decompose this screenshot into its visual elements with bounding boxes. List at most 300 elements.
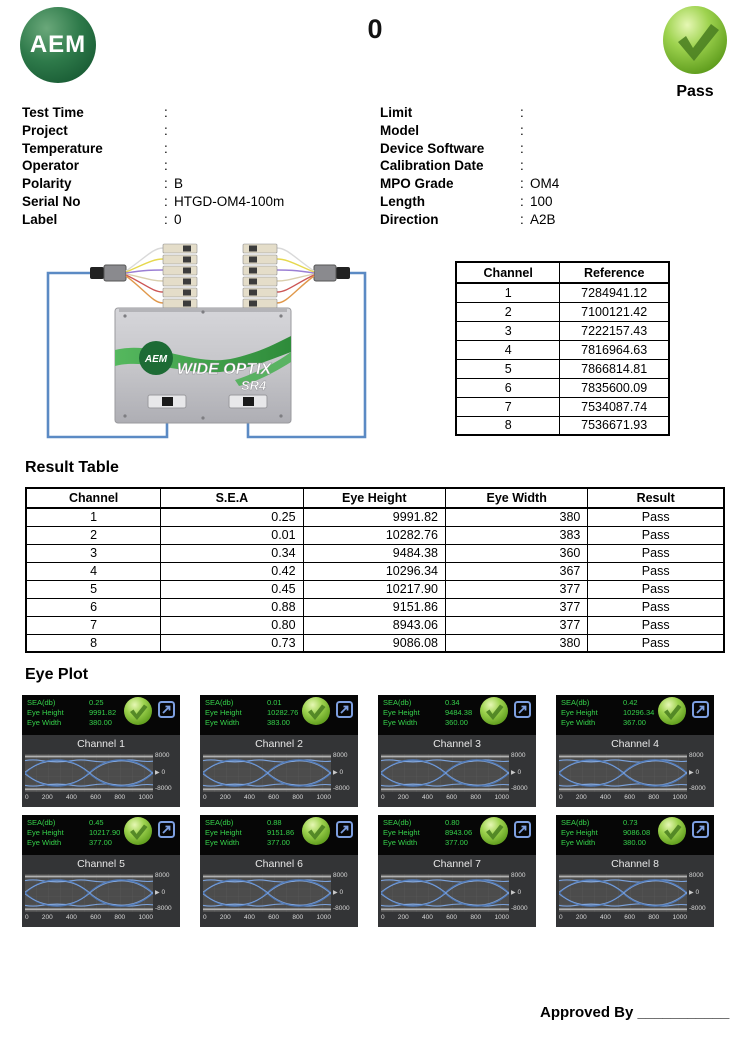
info-colon: : (520, 105, 524, 120)
pass-check-icon (123, 696, 153, 726)
x-axis-ticks (381, 794, 509, 801)
ytick-top: 8000 (689, 752, 704, 759)
result-eye-height-cell: 10217.90 (303, 580, 445, 598)
info-value: OM4 (530, 176, 560, 192)
info-label: Device Software (380, 140, 485, 156)
result-sea-cell: 0.01 (161, 526, 303, 544)
fiber-fanout-right (277, 248, 314, 303)
ref-value-cell: 7866814.81 (560, 359, 669, 378)
x-axis-ticks (25, 914, 153, 921)
eye-width-value: 377.00 (89, 838, 112, 847)
result-row (26, 526, 724, 544)
xtick: 600 (268, 914, 280, 921)
xtick: 0 (559, 794, 563, 801)
pass-check-icon (661, 4, 729, 76)
result-col-channel: Channel (26, 488, 161, 508)
result-row (26, 562, 724, 580)
xtick: 0 (25, 914, 29, 921)
reference-row (456, 302, 669, 321)
eye-plot-panel (200, 695, 358, 807)
eye-width-value: 380.00 (623, 838, 646, 847)
eye-plot-body (378, 855, 536, 927)
ref-value-cell: 7816964.63 (560, 340, 669, 359)
eye-plot-header (378, 695, 536, 735)
result-sea-cell: 0.45 (161, 580, 303, 598)
result-eye-width-cell: 367 (445, 562, 587, 580)
info-colon: : (164, 105, 168, 120)
result-sea-cell: 0.25 (161, 508, 303, 526)
eye-width-value: 377.00 (267, 838, 290, 847)
result-eye-height-cell: 9484.38 (303, 544, 445, 562)
eye-height-label: Eye Height (27, 828, 64, 837)
result-eye-width-cell: 377 (445, 580, 587, 598)
ytick-top: 8000 (333, 872, 348, 879)
info-left-column (22, 105, 372, 230)
sea-label: SEA(db) (561, 818, 590, 827)
xtick: 400 (66, 794, 77, 801)
ytick-top: 8000 (155, 872, 170, 879)
info-colon: : (164, 211, 168, 227)
eye-plot-body (200, 855, 358, 927)
info-colon: : (520, 211, 524, 227)
reference-row (456, 283, 669, 302)
xtick: 200 (397, 914, 409, 921)
xtick: 400 (66, 914, 77, 921)
eye-diagram (203, 754, 331, 792)
eye-width-label: Eye Width (205, 838, 240, 847)
reference-row (456, 321, 669, 340)
eye-plot-header (556, 815, 714, 855)
eye-height-value: 9484.38 (445, 708, 473, 717)
marker-arrow-icon: ▶ (511, 890, 516, 896)
eye-width-label: Eye Width (561, 838, 596, 847)
info-label: Calibration Date (380, 158, 484, 174)
eye-height-label: Eye Height (27, 708, 64, 717)
eye-diagram (25, 874, 153, 912)
aem-logo-text: AEM (29, 31, 87, 58)
info-row (22, 105, 372, 123)
sea-value: 0.80 (445, 818, 460, 827)
xtick: 600 (268, 794, 280, 801)
info-label: Label (22, 211, 58, 227)
xtick: 400 (244, 794, 255, 801)
result-row (26, 508, 724, 526)
info-value: HTGD-OM4-100m (174, 193, 285, 209)
info-row (22, 194, 372, 212)
result-eye-height-cell: 9151.86 (303, 598, 445, 616)
eye-diagram (559, 874, 687, 912)
result-eye-width-cell: 380 (445, 508, 587, 526)
xtick: 0 (203, 794, 207, 801)
ytick-top: 8000 (511, 872, 526, 879)
ref-value-cell: 7284941.12 (560, 283, 669, 302)
eye-width-value: 383.00 (267, 718, 290, 727)
info-colon: : (520, 158, 524, 174)
ref-channel-cell: 6 (456, 378, 560, 397)
signature-line: ___________ (637, 1004, 730, 1021)
result-eye-width-cell: 383 (445, 526, 587, 544)
info-row (380, 123, 730, 141)
sea-value: 0.45 (89, 818, 104, 827)
device-model-text: SR4 (241, 378, 267, 393)
info-colon: : (164, 122, 168, 138)
info-label: Serial No (22, 193, 81, 209)
eye-height-value: 10296.34 (623, 708, 655, 717)
ytick-bottom: -8000 (511, 905, 528, 912)
ytick-bottom: -8000 (333, 785, 350, 792)
result-status-cell: Pass (588, 562, 724, 580)
result-channel-cell: 2 (26, 526, 161, 544)
eye-plot-panel (378, 815, 536, 927)
eye-plot-panel (200, 815, 358, 927)
result-status-cell: Pass (588, 580, 724, 598)
info-right-column (380, 105, 730, 230)
result-col-result: Result (588, 488, 724, 508)
result-eye-height-cell: 8943.06 (303, 616, 445, 634)
result-eye-height-cell: 10282.76 (303, 526, 445, 544)
channel-label: Channel 5 (77, 858, 125, 870)
marker-arrow-icon: ▶ (689, 890, 694, 896)
xtick: 0 (25, 794, 29, 801)
xtick: 1000 (672, 794, 687, 801)
approved-by (540, 1004, 729, 1021)
ref-channel-cell: 7 (456, 397, 560, 416)
eye-plot-header (22, 695, 180, 735)
eye-plot-body (200, 735, 358, 807)
ref-value-cell: 7222157.43 (560, 321, 669, 340)
eye-plot-body (556, 735, 714, 807)
pass-check-icon (123, 816, 153, 846)
xtick: 400 (244, 914, 255, 921)
result-table-title: Result Table (25, 459, 119, 476)
eye-plot-body (378, 735, 536, 807)
xtick: 800 (648, 794, 660, 801)
info-row (380, 158, 730, 176)
ytick-mid: ▶ 0 (155, 769, 166, 776)
result-channel-cell: 3 (26, 544, 161, 562)
eye-diagram (381, 874, 509, 912)
reference-row (456, 416, 669, 435)
xtick: 200 (575, 914, 587, 921)
info-colon: : (164, 140, 168, 156)
info-label: Temperature (22, 140, 103, 156)
xtick: 0 (559, 914, 563, 921)
eye-height-label: Eye Height (561, 708, 598, 717)
eye-width-label: Eye Width (205, 718, 240, 727)
xtick: 0 (381, 914, 385, 921)
info-label: Model (380, 122, 419, 138)
sea-value: 0.88 (267, 818, 282, 827)
sea-value: 0.01 (267, 698, 282, 707)
eye-height-label: Eye Height (383, 708, 420, 717)
info-row (22, 141, 372, 159)
channel-label: Channel 6 (255, 858, 303, 870)
x-axis-ticks (25, 794, 153, 801)
eye-plot-header (200, 695, 358, 735)
info-row (380, 176, 730, 194)
pass-check-icon (657, 696, 687, 726)
info-row (380, 194, 730, 212)
result-sea-cell: 0.88 (161, 598, 303, 616)
xtick: 1000 (316, 914, 331, 921)
channel-label: Channel 1 (77, 738, 125, 750)
xtick: 200 (219, 794, 231, 801)
ytick-bottom: -8000 (333, 905, 350, 912)
result-channel-cell: 6 (26, 598, 161, 616)
export-link-icon[interactable] (336, 701, 353, 718)
info-label: Polarity (22, 176, 72, 192)
reference-row (456, 378, 669, 397)
xtick: 200 (219, 914, 231, 921)
xtick: 800 (114, 914, 126, 921)
fiber-fanout-left (126, 248, 163, 303)
xtick: 800 (470, 794, 482, 801)
eye-plot-grid (22, 695, 714, 927)
result-col-sea: S.E.A (161, 488, 303, 508)
ytick-top: 8000 (155, 752, 170, 759)
xtick: 200 (575, 794, 587, 801)
eye-height-value: 9086.08 (623, 828, 651, 837)
marker-arrow-icon: ▶ (155, 890, 160, 896)
result-sea-cell: 0.73 (161, 634, 303, 652)
x-axis-ticks (559, 794, 687, 801)
xtick: 200 (397, 794, 409, 801)
result-channel-cell: 4 (26, 562, 161, 580)
eye-height-value: 10282.76 (267, 708, 299, 717)
xtick: 600 (446, 914, 458, 921)
eye-diagram (559, 754, 687, 792)
result-channel-cell: 1 (26, 508, 161, 526)
ref-channel-cell: 4 (456, 340, 560, 359)
ytick-mid: ▶ 0 (333, 889, 344, 896)
eye-plot-header (556, 695, 714, 735)
result-channel-cell: 7 (26, 616, 161, 634)
reference-row (456, 359, 669, 378)
sea-value: 0.73 (623, 818, 638, 827)
ytick-mid: ▶ 0 (511, 769, 522, 776)
eye-width-value: 380.00 (89, 718, 112, 727)
wide-optix-device (115, 308, 291, 423)
result-eye-width-cell: 380 (445, 634, 587, 652)
sea-label: SEA(db) (383, 818, 412, 827)
mpo-connector-left (90, 265, 126, 281)
ref-channel-cell: 5 (456, 359, 560, 378)
xtick: 600 (624, 914, 636, 921)
reference-row (456, 397, 669, 416)
xtick: 1000 (672, 914, 687, 921)
ytick-mid: ▶ 0 (689, 769, 700, 776)
ytick-mid: ▶ 0 (511, 889, 522, 896)
xtick: 400 (600, 914, 611, 921)
xtick: 600 (624, 794, 636, 801)
ref-channel-cell: 8 (456, 416, 560, 435)
export-link-icon[interactable] (692, 701, 709, 718)
xtick: 0 (381, 794, 385, 801)
xtick: 800 (470, 914, 482, 921)
result-col-eye-width: Eye Width (445, 488, 587, 508)
sea-label: SEA(db) (27, 818, 56, 827)
xtick: 200 (41, 914, 53, 921)
pass-check-icon (301, 816, 331, 846)
info-value: B (174, 176, 184, 192)
eye-diagram (381, 754, 509, 792)
xtick: 800 (292, 794, 304, 801)
info-colon: : (164, 176, 168, 192)
xtick: 1000 (316, 794, 331, 801)
eye-plot-panel (378, 695, 536, 807)
info-row (380, 141, 730, 159)
eye-height-value: 9991.82 (89, 708, 117, 717)
info-value: A2B (530, 211, 556, 227)
info-row (380, 212, 730, 230)
device-port-left (148, 395, 186, 408)
xtick: 800 (292, 914, 304, 921)
eye-width-label: Eye Width (383, 718, 418, 727)
ytick-top: 8000 (511, 752, 526, 759)
info-label: Project (22, 122, 68, 138)
info-colon: : (520, 193, 524, 209)
xtick: 1000 (494, 794, 509, 801)
marker-arrow-icon: ▶ (333, 890, 338, 896)
eye-height-label: Eye Height (561, 828, 598, 837)
test-setup-photo (35, 240, 405, 445)
marker-arrow-icon: ▶ (511, 770, 516, 776)
export-link-icon[interactable] (514, 821, 531, 838)
ytick-bottom: -8000 (155, 905, 172, 912)
export-link-icon[interactable] (158, 821, 175, 838)
marker-arrow-icon: ▶ (155, 770, 160, 776)
result-eye-height-cell: 9991.82 (303, 508, 445, 526)
ref-channel-cell: 1 (456, 283, 560, 302)
ref-col-reference: Reference (560, 262, 669, 283)
info-colon: : (164, 193, 168, 209)
result-row (26, 598, 724, 616)
eye-diagram (25, 754, 153, 792)
eye-height-label: Eye Height (383, 828, 420, 837)
result-eye-width-cell: 360 (445, 544, 587, 562)
ytick-mid: ▶ 0 (333, 769, 344, 776)
eye-width-value: 360.00 (445, 718, 468, 727)
pass-check-icon (301, 696, 331, 726)
result-eye-width-cell: 377 (445, 616, 587, 634)
channel-label: Channel 2 (255, 738, 303, 750)
sea-value: 0.34 (445, 698, 460, 707)
x-axis-ticks (559, 914, 687, 921)
channel-label: Channel 8 (611, 858, 659, 870)
reference-row (456, 340, 669, 359)
xtick: 400 (600, 794, 611, 801)
mpo-connector-right (314, 265, 350, 281)
result-status-cell: Pass (588, 544, 724, 562)
eye-plot-panel (556, 695, 714, 807)
eye-width-label: Eye Width (27, 838, 62, 847)
result-status-cell: Pass (588, 526, 724, 544)
export-link-icon[interactable] (692, 821, 709, 838)
result-row (26, 634, 724, 652)
eye-height-value: 9151.86 (267, 828, 295, 837)
ref-channel-cell: 2 (456, 302, 560, 321)
eye-plot-header (22, 815, 180, 855)
result-channel-cell: 5 (26, 580, 161, 598)
info-label: MPO Grade (380, 176, 454, 192)
ytick-bottom: -8000 (689, 785, 706, 792)
xtick: 400 (422, 914, 433, 921)
export-link-icon[interactable] (336, 821, 353, 838)
info-value: 0 (174, 211, 182, 227)
marker-arrow-icon: ▶ (689, 770, 694, 776)
eye-plot-panel (556, 815, 714, 927)
result-row (26, 544, 724, 562)
info-label: Length (380, 193, 425, 209)
result-eye-height-cell: 9086.08 (303, 634, 445, 652)
result-row (26, 616, 724, 634)
info-row (22, 176, 372, 194)
xtick: 800 (648, 914, 660, 921)
info-colon: : (520, 122, 524, 138)
channel-label: Channel 4 (611, 738, 659, 750)
lc-connector-bank (163, 244, 277, 308)
xtick: 1000 (494, 914, 509, 921)
eye-width-label: Eye Width (27, 718, 62, 727)
sea-label: SEA(db) (27, 698, 56, 707)
info-row (22, 212, 372, 230)
ref-value-cell: 7534087.74 (560, 397, 669, 416)
result-status-cell: Pass (588, 598, 724, 616)
ytick-bottom: -8000 (511, 785, 528, 792)
ytick-bottom: -8000 (689, 905, 706, 912)
info-label: Limit (380, 105, 413, 120)
result-row (26, 580, 724, 598)
ytick-mid: ▶ 0 (689, 889, 700, 896)
channel-label: Channel 3 (433, 738, 481, 750)
ytick-top: 8000 (333, 752, 348, 759)
result-eye-width-cell: 377 (445, 598, 587, 616)
approved-by-label: Approved By (540, 1004, 634, 1021)
eye-width-value: 377.00 (445, 838, 468, 847)
result-status-cell: Pass (588, 508, 724, 526)
info-colon: : (164, 158, 168, 174)
eye-height-label: Eye Height (205, 708, 242, 717)
pass-check-icon (479, 696, 509, 726)
xtick: 600 (446, 794, 458, 801)
eye-plot-title: Eye Plot (25, 666, 89, 683)
info-row (22, 123, 372, 141)
sea-label: SEA(db) (205, 698, 234, 707)
device-port-right (229, 395, 267, 408)
export-link-icon[interactable] (514, 701, 531, 718)
ytick-mid: ▶ 0 (155, 889, 166, 896)
eye-width-value: 367.00 (623, 718, 646, 727)
eye-width-label: Eye Width (383, 838, 418, 847)
xtick: 0 (203, 914, 207, 921)
info-colon: : (520, 176, 524, 192)
info-label: Direction (380, 211, 439, 227)
xtick: 400 (422, 794, 433, 801)
result-channel-cell: 8 (26, 634, 161, 652)
result-col-eye-height: Eye Height (303, 488, 445, 508)
ref-channel-cell: 3 (456, 321, 560, 340)
ref-value-cell: 7100121.42 (560, 302, 669, 321)
export-link-icon[interactable] (158, 701, 175, 718)
sea-value: 0.42 (623, 698, 638, 707)
eye-plot-header (378, 815, 536, 855)
eye-height-label: Eye Height (205, 828, 242, 837)
result-sea-cell: 0.42 (161, 562, 303, 580)
eye-plot-panel (22, 815, 180, 927)
info-label: Operator (22, 158, 80, 174)
pass-label: Pass (676, 83, 714, 100)
result-status-cell: Pass (588, 616, 724, 634)
